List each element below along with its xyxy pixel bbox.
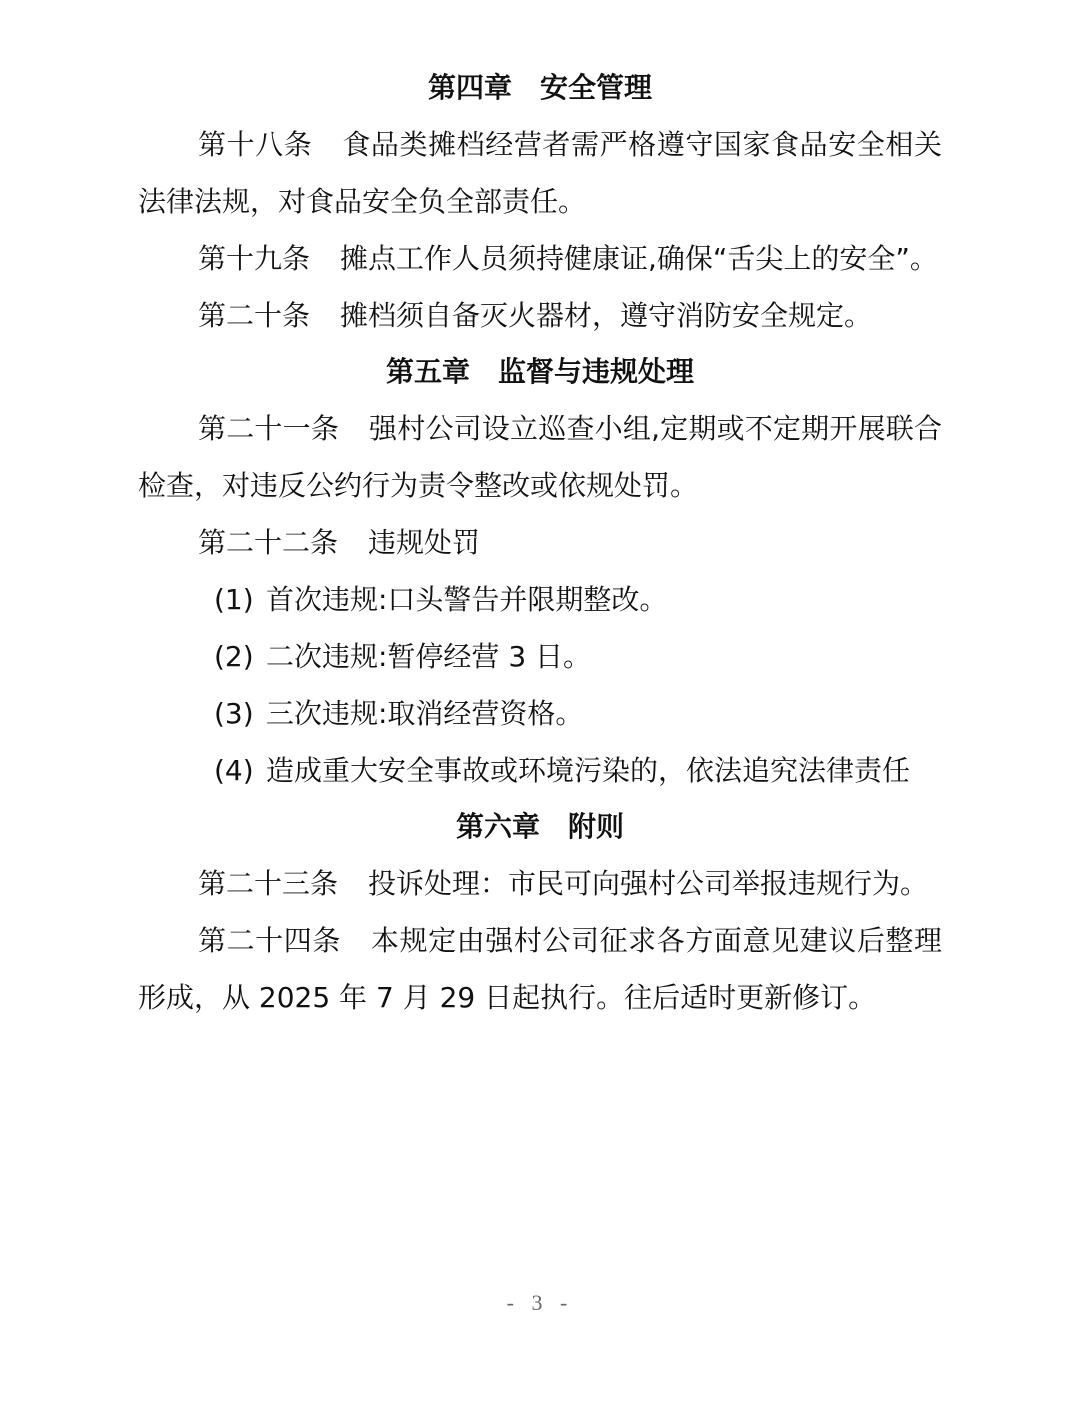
article-19 [138,230,942,287]
penalty-item-4-number: (4) [214,754,254,787]
article-24-number: 第二十四条 [198,924,341,957]
article-18 [138,116,942,230]
penalty-item-3-text: 三次违规:取消经营资格。 [266,697,584,730]
article-22-number: 第二十二条 [198,526,339,559]
article-22 [138,514,942,571]
penalty-item-1 [138,571,942,628]
penalty-item-3 [138,685,942,742]
article-19-text: 摊点工作人员须持健康证,确保“舌尖上的安全”。 [340,242,938,275]
penalty-item-2-text: 二次违规:暂停经营 3 日。 [266,640,592,673]
article-21-number: 第二十一条 [198,412,340,445]
chapter-6-title: 第六章 附则 [455,810,624,843]
penalty-item-2-number: (2) [214,640,254,673]
article-21 [138,400,942,514]
article-19-number: 第十九条 [198,242,311,275]
article-20-number: 第二十条 [198,299,311,332]
article-20 [138,287,942,344]
article-23 [138,855,942,912]
penalty-item-1-text: 首次违规:口头警告并限期整改。 [266,583,668,616]
article-18-number: 第十八条 [198,128,313,161]
page-number: - 3 - [506,1290,574,1315]
chapter-4-title: 第四章 安全管理 [427,71,652,104]
penalty-item-3-number: (3) [214,697,254,730]
penalty-item-4 [138,742,942,799]
article-18-text: 食品类摊档经营者需严格遵守国家食品安全相关法律法规，对食品安全负全部责任。 [138,128,942,218]
penalty-item-4-text: 造成重大安全事故或环境污染的，依法追究法律责任 [266,754,911,787]
chapter-5-title: 第五章 监督与违规处理 [385,355,694,388]
article-23-text: 投诉处理：市民可向强村公司举报违规行为。 [368,867,929,900]
article-23-number: 第二十三条 [198,867,339,900]
article-24-text: 本规定由强村公司征求各方面意见建议后整理形成，从 2025 年 7 月 29 日起执行。往后适时更新修订。 [138,924,942,1014]
article-20-text: 摊档须自备灭火器材，遵守消防安全规定。 [340,299,873,332]
penalty-item-1-number: (1) [214,583,254,616]
article-22-text: 违规处罚 [368,526,481,559]
article-24 [138,912,942,1026]
document-body [138,60,942,1026]
article-21-text: 强村公司设立巡查小组,定期或不定期开展联合检查，对违反公约行为责令整改或依规处罚。 [138,412,942,502]
penalty-item-2 [138,628,942,685]
